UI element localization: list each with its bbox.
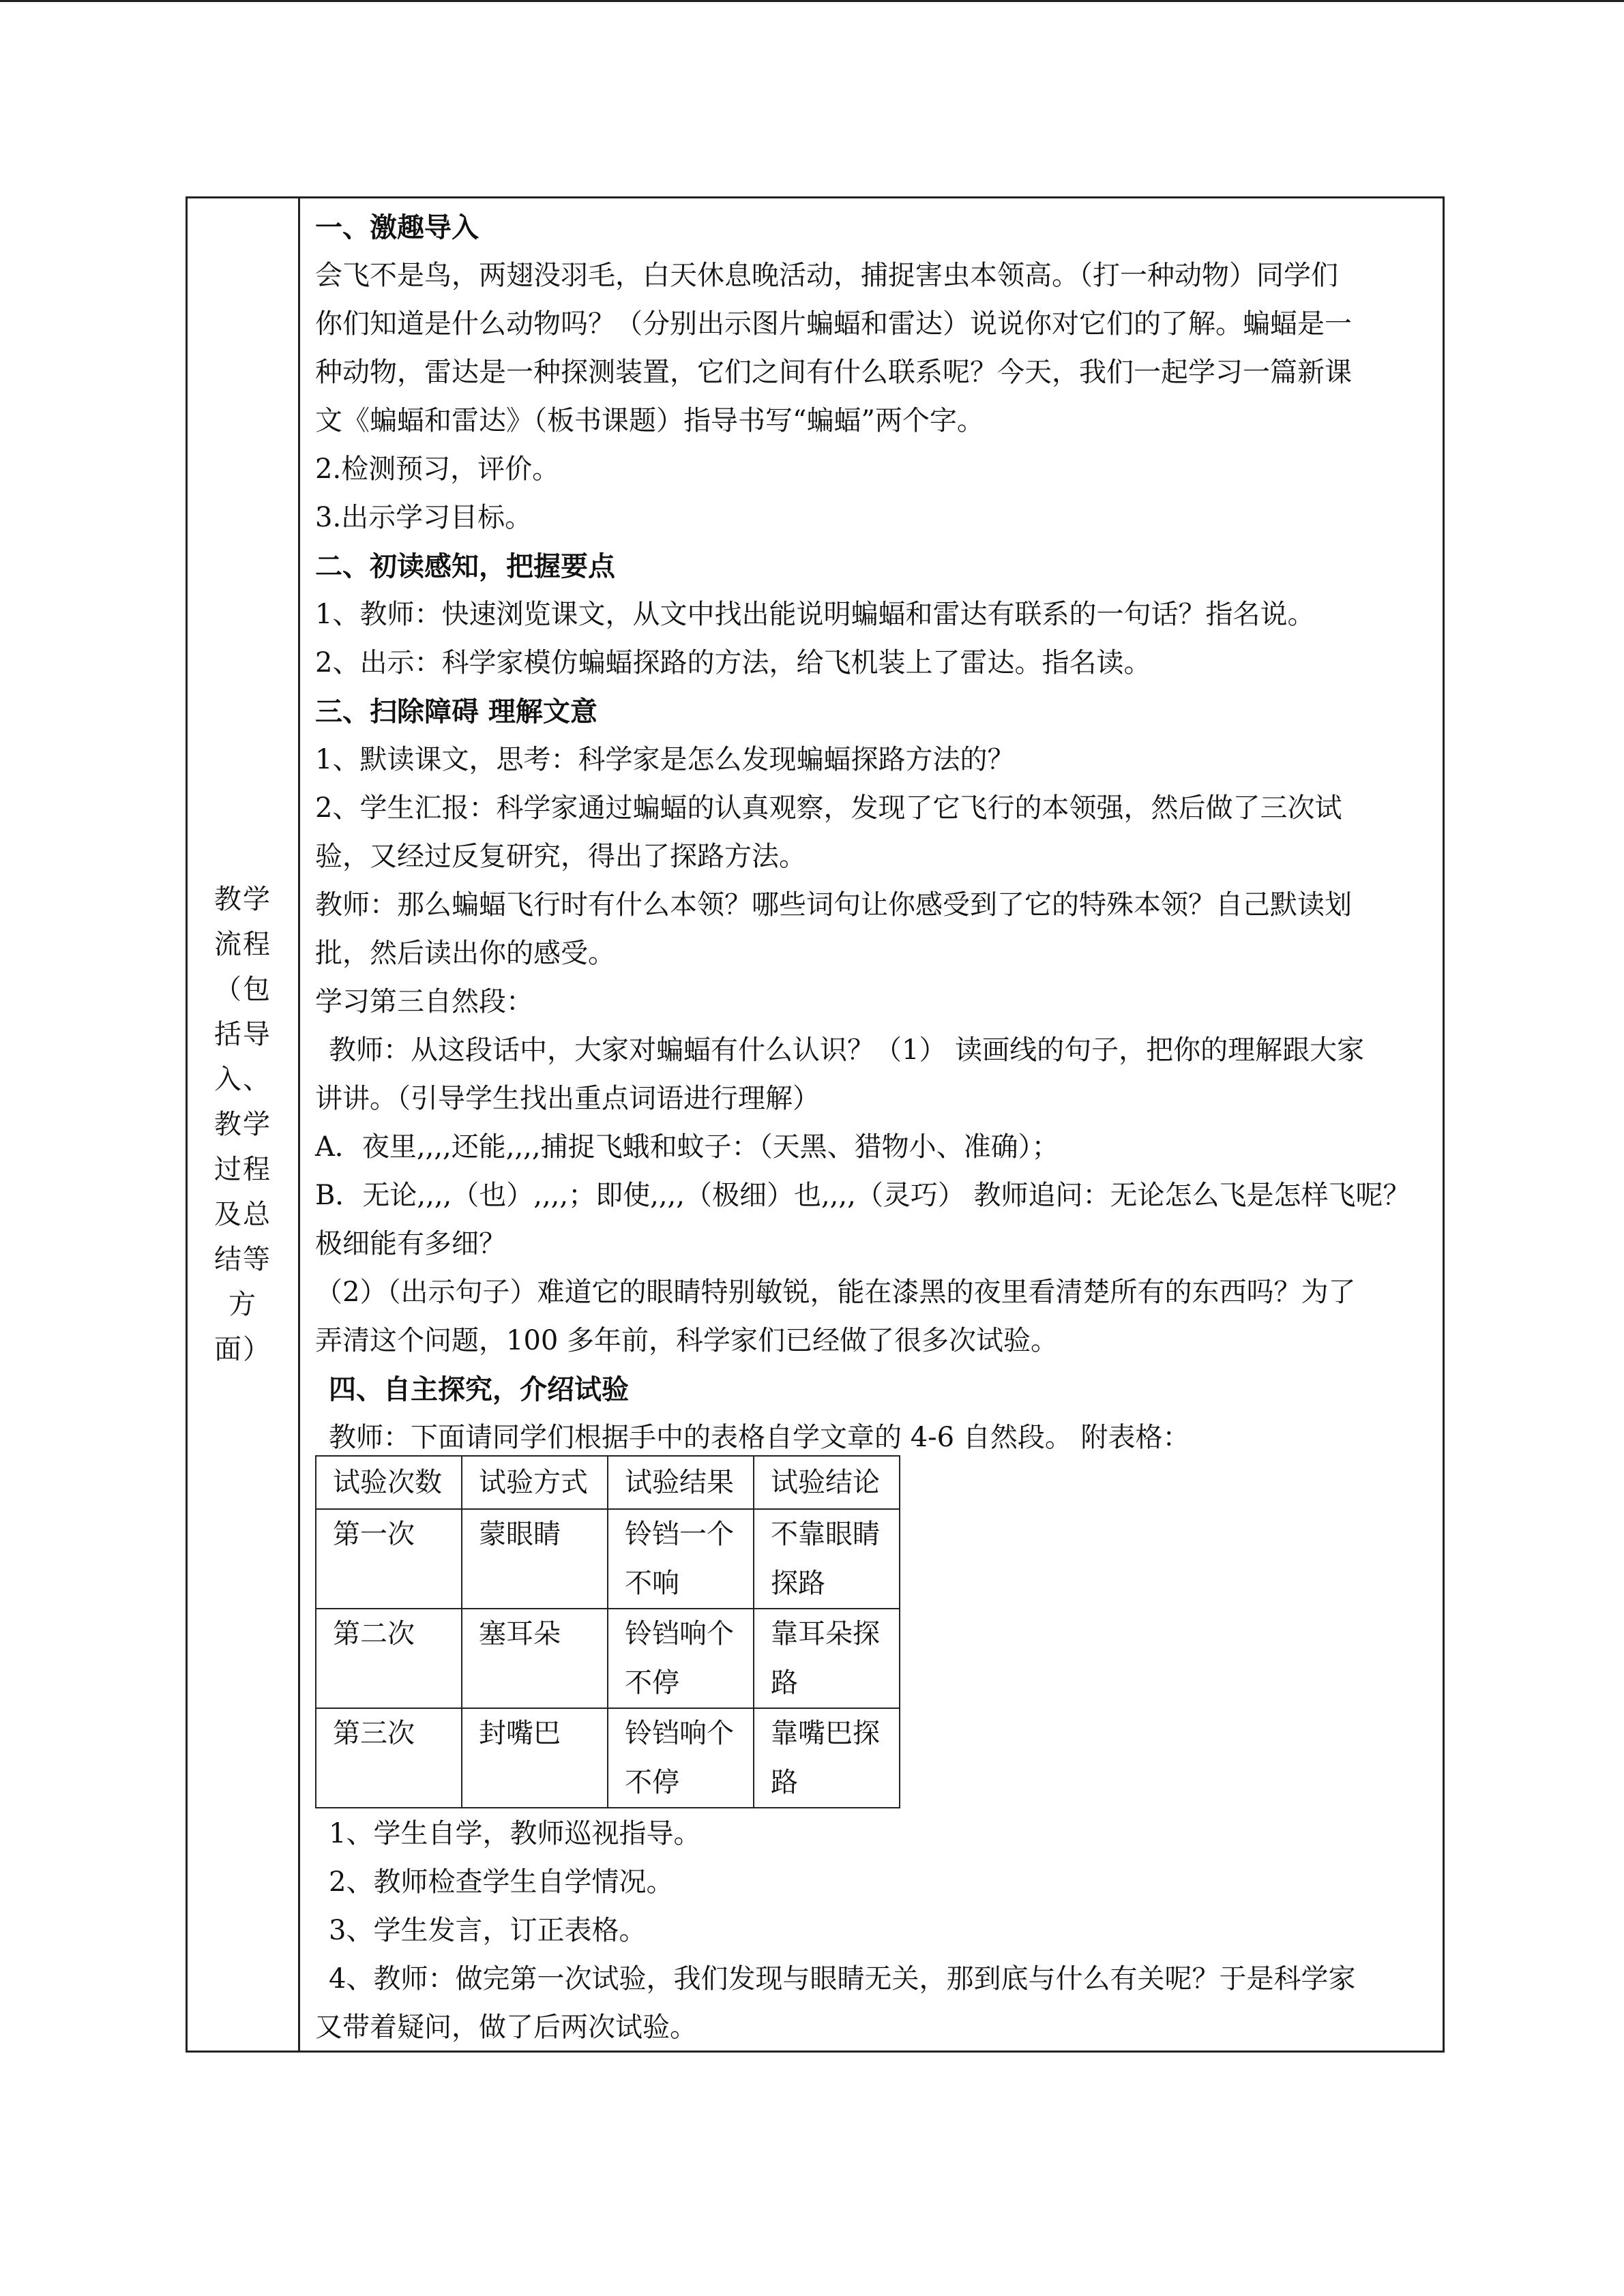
table-cell: 封嘴巴	[462, 1708, 608, 1808]
table-row	[316, 1509, 900, 1609]
lesson-content-after-table	[315, 1810, 1434, 2052]
column-divider	[298, 196, 300, 2053]
section-heading: 三、扫除障碍 理解文意	[315, 696, 597, 728]
text-line: 1、默读课文，思考：科学家是怎么发现蝙蝠探路方法的？	[315, 744, 1015, 775]
text-line: 讲讲。（引导学生找出重点词语进行理解）	[315, 1083, 820, 1114]
text-line: 弄清这个问题，100 多年前，科学家们已经做了很多次试验。	[315, 1325, 1059, 1356]
section-heading: 一、激趣导入	[315, 211, 479, 243]
text-line: 教师：下面请同学们根据手中的表格自学文章的 4-6 自然段。 附表格：	[329, 1422, 1190, 1453]
header-cell-method: 试验方式	[462, 1456, 608, 1509]
section-heading: 二、初读感知，把握要点	[315, 550, 615, 582]
text-line: 又带着疑问，做了后两次试验。	[315, 2012, 697, 2043]
table-row	[316, 1708, 900, 1808]
text-line: 验，又经过反复研究，得出了探路方法。	[315, 841, 806, 872]
text-line: 教师：那么蝙蝠飞行时有什么本领？哪些词句让你感受到了它的特殊本领？自己默读划	[315, 889, 1352, 921]
text-line: 种动物，雷达是一种探测装置，它们之间有什么联系呢？今天，我们一起学习一篇新课	[315, 357, 1352, 388]
text-line: 学习第三自然段：	[315, 986, 533, 1017]
table-cell: 蒙眼睛	[462, 1509, 608, 1609]
table-cell: 塞耳朵	[462, 1609, 608, 1708]
text-line: （2）（出示句子）难道它的眼睛特别敏锐，能在漆黑的夜里看清楚所有的东西吗？为了	[315, 1277, 1356, 1308]
text-line: 你们知道是什么动物吗？（分别出示图片蝙蝠和雷达）说说你对它们的了解。蝙蝠是一	[315, 308, 1352, 340]
lesson-content	[315, 203, 1434, 1462]
table-cell: 第二次	[316, 1609, 462, 1708]
text-line: 1、学生自学，教师巡视指导。	[329, 1818, 701, 1849]
table-row	[316, 1609, 900, 1708]
section-heading: 四、自主探究，介绍试验	[329, 1373, 629, 1405]
side-label: 教学流程（包括导入、教学过程及总结等方面）	[214, 884, 271, 1365]
text-line: 2、学生汇报：科学家通过蝙蝠的认真观察，发现了它飞行的本领强，然后做了三次试	[315, 792, 1342, 824]
text-line: 3、学生发言，订正表格。	[329, 1915, 647, 1946]
text-line: 2、出示：科学家模仿蝙蝠探路的方法，给飞机装上了雷达。指名读。	[315, 647, 1151, 679]
text-line: 文《蝙蝠和雷达》（板书课题）指导书写“蝙蝠”两个字。	[315, 405, 984, 436]
table-cell: 铃铛响个不停	[608, 1609, 754, 1708]
header-cell-times: 试验次数	[316, 1456, 462, 1509]
table-cell: 靠耳朵探路	[754, 1609, 900, 1708]
header-cell-result: 试验结果	[608, 1456, 754, 1509]
header-cell-conclusion: 试验结论	[754, 1456, 900, 1509]
experiment-table	[315, 1455, 900, 1808]
table-cell: 第一次	[316, 1509, 462, 1609]
page-top-rule	[0, 0, 1624, 2]
table-cell: 第三次	[316, 1708, 462, 1808]
text-line: B．无论,,,,（也）,,,,；即使,,,,（极细）也,,,,（灵巧） 教师追问：无论怎么飞是怎样飞呢？	[315, 1180, 1411, 1211]
experiment-table-header-row	[316, 1456, 900, 1509]
text-line: 会飞不是鸟，两翅没羽毛，白天休息晚活动，捕捉害虫本领高。（打一种动物）同学们	[315, 260, 1338, 291]
table-cell: 靠嘴巴探路	[754, 1708, 900, 1808]
text-line: 1、教师：快速浏览课文，从文中找出能说明蝙蝠和雷达有联系的一句话？指名说。	[315, 599, 1315, 630]
text-line: 批，然后读出你的感受。	[315, 938, 615, 969]
text-line: 教师：从这段话中，大家对蝙蝠有什么认识？（1） 读画线的句子，把你的理解跟大家	[329, 1034, 1365, 1066]
table-cell: 铃铛响个不停	[608, 1708, 754, 1808]
table-cell: 不靠眼睛探路	[754, 1509, 900, 1609]
text-line: A．夜里,,,,还能,,,,捕捉飞蛾和蚊子：（天黑、猎物小、准确）；	[315, 1131, 1059, 1163]
text-line: 极细能有多细？	[315, 1228, 506, 1259]
text-line: 2.检测预习，评价。	[315, 453, 560, 485]
table-cell: 铃铛一个不响	[608, 1509, 754, 1609]
text-line: 4、教师：做完第一次试验，我们发现与眼睛无关，那到底与什么有关呢？于是科学家	[329, 1963, 1356, 1995]
text-line: 2、教师检查学生自学情况。	[329, 1866, 674, 1898]
text-line: 3.出示学习目标。	[315, 502, 533, 533]
label-column	[188, 196, 298, 2053]
